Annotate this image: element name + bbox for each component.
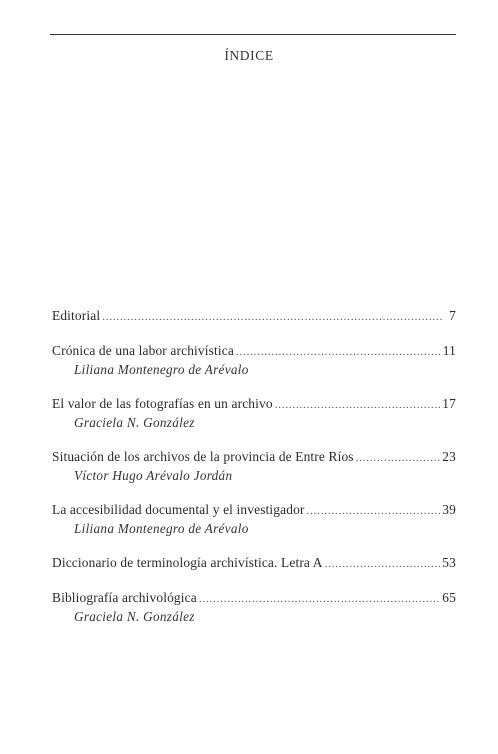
top-rule — [50, 34, 456, 35]
toc-entry-bibliografia — [52, 589, 456, 626]
toc-entry-fotografias — [52, 395, 456, 432]
toc-entry-line — [52, 448, 456, 467]
toc-entry-author: Liliana Montenegro de Arévalo — [74, 521, 249, 536]
toc-entry-title: Situación de los archivos de la provincia de Entre Ríos — [52, 449, 354, 464]
toc-entry-title: Crónica de una labor archivística — [52, 343, 234, 358]
toc-entry-line — [52, 342, 456, 361]
dot-leader — [236, 343, 441, 361]
page-title: ÍNDICE — [224, 48, 274, 63]
toc-entry-diccionario — [52, 554, 456, 573]
toc-entry-author: Graciela N. González — [74, 609, 195, 624]
toc-entry-accesibilidad — [52, 501, 456, 538]
toc-entry-line — [52, 589, 456, 608]
dot-leader — [275, 396, 441, 414]
dot-leader — [356, 449, 441, 467]
table-of-contents — [52, 307, 456, 626]
dot-leader — [325, 555, 441, 573]
toc-entry-page: 23 — [442, 449, 456, 464]
toc-entry-situacion — [52, 448, 456, 485]
toc-entry-title: Bibliografía archivológica — [52, 590, 197, 605]
toc-entry-line — [52, 501, 456, 520]
toc-entry-author: Graciela N. González — [74, 415, 195, 430]
toc-entry-line — [52, 395, 456, 414]
toc-entry-author: Liliana Montenegro de Arévalo — [74, 362, 249, 377]
toc-entry-title: El valor de las fotografías en un archivo — [52, 396, 273, 411]
toc-entry-line — [52, 307, 456, 326]
dot-leader — [307, 502, 441, 520]
toc-entry-page: 11 — [442, 343, 456, 358]
toc-entry-line — [52, 554, 456, 573]
toc-entry-page: 65 — [442, 590, 456, 605]
toc-entry-page: 39 — [442, 502, 456, 517]
toc-entry-author: Víctor Hugo Arévalo Jordán — [74, 468, 233, 483]
toc-entry-page: 53 — [442, 555, 456, 570]
toc-entry-title: Editorial — [52, 308, 101, 323]
toc-entry-editorial — [52, 307, 456, 326]
dot-leader — [199, 590, 440, 608]
toc-entry-title: La accesibilidad documental y el investigador — [52, 502, 305, 517]
dot-leader — [102, 308, 444, 326]
toc-entry-cronica — [52, 342, 456, 379]
toc-entry-title: Diccionario de terminología archivística. Letra A — [52, 555, 323, 570]
toc-entry-page: 7 — [449, 308, 456, 323]
toc-entry-page: 17 — [442, 396, 456, 411]
